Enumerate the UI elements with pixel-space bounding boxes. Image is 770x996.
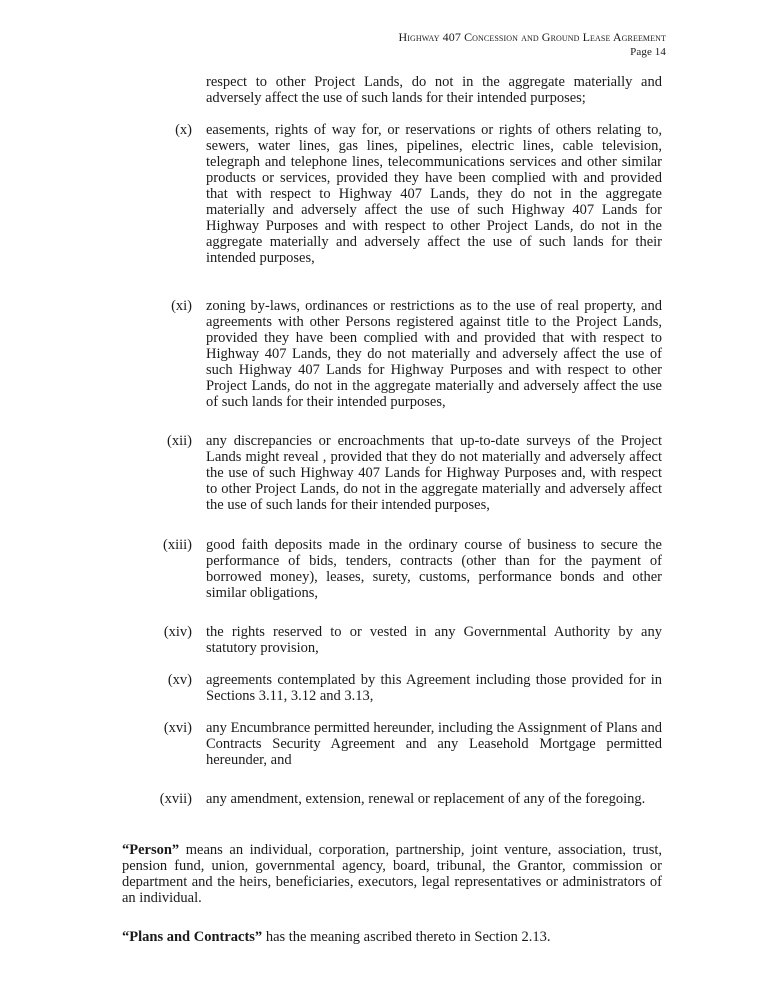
item-number: (xiv) (163, 624, 192, 640)
defined-term: “Person” (122, 842, 180, 858)
item-number: (xvii) (159, 791, 192, 807)
item-text: any amendment, extension, renewal or replacement of any of the foregoing. (206, 791, 646, 807)
item-text: any discrepancies or encroachments that up-to-date surveys of the Project Lands might reveal , provided that they do not materially and adversely affect the use of such Highway 407 Lands for Highway Purposes and, with respect to other Project Lands, do not in the aggregate materially and adversely affect the use of such lands for their intended purposes, (206, 433, 662, 513)
continuation-paragraph: respect to other Project Lands, do not in the aggregate materially and adversely affect the use of such lands for their intended purposes; (206, 74, 662, 106)
page-number: Page 14 (630, 46, 666, 58)
item-number: (xiii) (163, 537, 192, 553)
item-number: (xvi) (163, 720, 192, 736)
item-number: (xi) (171, 298, 192, 314)
item-text: the rights reserved to or vested in any Governmental Authority by any statutory provision, (206, 624, 662, 656)
item-number: (xv) (167, 672, 192, 688)
item-number: (xii) (167, 433, 192, 449)
defined-term: “Plans and Contracts” (122, 929, 263, 945)
item-text: agreements contemplated by this Agreement including those provided for in Sections 3.11, 3.12 and 3.13, (206, 672, 662, 704)
item-text: good faith deposits made in the ordinary course of business to secure the performance of bids, tenders, contracts (other than for the payment of borrowed money), leases, surety, customs, performance bonds and other similar obligations, (206, 537, 662, 601)
item-number: (x) (175, 122, 192, 138)
item-text: zoning by-laws, ordinances or restrictions as to the use of real property, and agreements with other Persons registered against title to the Project Lands, provided they have been complied with and provided that with respect to Highway 407 Lands, they do not materially and adversely affect the use of such Highway 407 Lands for Highway Purposes and with respect to other Project Lands, do not in the aggregate materially and adversely affect the use of such lands for their intended purposes, (206, 298, 662, 410)
definition-person (122, 842, 662, 906)
item-text: easements, rights of way for, or reservations or rights of others relating to, sewers, water lines, gas lines, pipelines, electric lines, cable television, telegraph and telephone lines, telecommunications services and other similar products or services, provided they have been complied with and provided that with respect to Highway 407 Lands, they do not in the aggregate materially and adversely affect the use of such Highway 407 Lands for Highway Purposes and with respect to other Project Lands, do not in the aggregate materially and adversely affect the use of such lands for their intended purposes, (206, 122, 662, 266)
item-text: any Encumbrance permitted hereunder, including the Assignment of Plans and Contracts Security Agreement and any Leasehold Mortgage permitted hereunder, and (206, 720, 662, 768)
definition-text: means an individual, corporation, partnership, joint venture, association, trust, pension fund, union, governmental agency, board, tribunal, the Grantor, commission or department and the heirs, beneficiaries, executors, legal representatives or administrators of an individual. (122, 842, 662, 906)
page-header (399, 30, 667, 60)
header-title: Highway 407 Concession and Ground Lease Agreement (398, 30, 666, 44)
definition-text: has the meaning ascribed thereto in Section 2.13. (262, 929, 551, 945)
definition-plans-and-contracts (122, 929, 662, 945)
